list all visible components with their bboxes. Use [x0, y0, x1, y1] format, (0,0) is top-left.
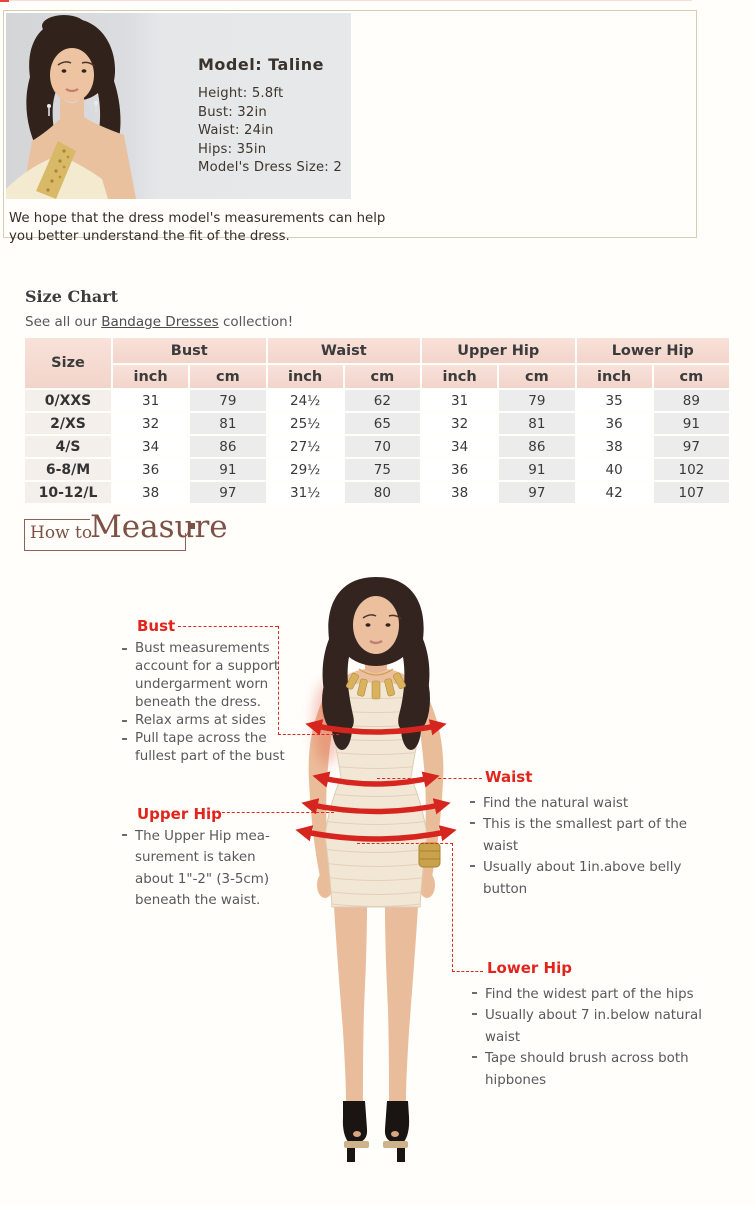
- table-cell: 42: [577, 482, 652, 503]
- table-cell: 65: [345, 413, 420, 434]
- table-row: [25, 390, 729, 411]
- lower-hip-tips-list: [471, 984, 702, 1091]
- lower-hip-connector-h2: [452, 971, 483, 972]
- table-row: [25, 459, 729, 480]
- upper-hip-connector: [207, 812, 334, 813]
- waist-connector: [377, 778, 482, 779]
- unit-header-inch: inch: [268, 365, 343, 388]
- table-cell: 24½: [268, 390, 343, 411]
- model-stat-bust: Bust: 32in: [198, 104, 267, 120]
- table-cell: 97: [654, 436, 729, 457]
- list-item: Pull tape across the fullest part of the bust: [121, 730, 285, 766]
- row-size-label: 4/S: [25, 436, 111, 457]
- model-caption: We hope that the dress model's measurements can help you better understand the fit of the dress.: [9, 211, 386, 244]
- table-cell: 38: [113, 482, 188, 503]
- row-size-label: 0/XXS: [25, 390, 111, 411]
- table-cell: 25½: [268, 413, 343, 434]
- table-cell: 36: [113, 459, 188, 480]
- table-cell: 86: [499, 436, 574, 457]
- table-cell: 79: [190, 390, 265, 411]
- lower-hip-connector-v: [452, 843, 453, 972]
- table-cell: 34: [113, 436, 188, 457]
- list-item: Find the widest part of the hips: [471, 984, 702, 1005]
- measuring-model-figure: [287, 573, 465, 1167]
- table-cell: 97: [190, 482, 265, 503]
- bullet-marker: [470, 822, 475, 824]
- table-cell: 91: [190, 459, 265, 480]
- bullet-marker: [122, 834, 127, 836]
- table-cell: 31: [422, 390, 497, 411]
- bust-connector-h2: [278, 734, 339, 735]
- bullet-marker: [122, 720, 127, 722]
- unit-header-cm: cm: [345, 365, 420, 388]
- bullet-marker: [122, 648, 127, 650]
- top-accent-line: [0, 0, 692, 1]
- table-cell: 32: [113, 413, 188, 434]
- bullet-marker: [472, 1013, 477, 1015]
- collection-link-line: See all our Bandage Dresses collection!: [25, 314, 294, 330]
- table-cell: 91: [654, 413, 729, 434]
- table-row: [25, 436, 729, 457]
- table-cell: 75: [345, 459, 420, 480]
- col-header-waist: Waist: [268, 338, 421, 363]
- top-accent-mark: [0, 0, 9, 2]
- list-item: Find the natural waist: [469, 793, 687, 814]
- table-cell: 89: [654, 390, 729, 411]
- bullet-marker: [472, 1056, 477, 1058]
- table-cell: 86: [190, 436, 265, 457]
- table-cell: 38: [577, 436, 652, 457]
- col-header-size: Size: [25, 338, 111, 388]
- table-cell: 35: [577, 390, 652, 411]
- row-size-label: 2/XS: [25, 413, 111, 434]
- bust-tips-list: [121, 640, 285, 766]
- table-cell: 102: [654, 459, 729, 480]
- bullet-marker: [470, 801, 475, 803]
- table-cell: 107: [654, 482, 729, 503]
- model-name: Model: Taline: [198, 55, 325, 74]
- size-chart-table: [23, 336, 731, 505]
- table-cell: 32: [422, 413, 497, 434]
- how-to-measure-heading: How to Measure: [24, 515, 224, 557]
- row-size-label: 6-8/M: [25, 459, 111, 480]
- table-cell: 62: [345, 390, 420, 411]
- table-cell: 80: [345, 482, 420, 503]
- model-stats: [198, 85, 342, 178]
- upper-hip-tips-list: [121, 826, 270, 912]
- bullet-marker: [122, 738, 127, 740]
- waist-tips-list: [469, 793, 687, 900]
- model-stat-height: Height: 5.8ft: [198, 86, 284, 101]
- unit-header-inch: inch: [113, 365, 188, 388]
- model-stat-hips: Hips: 35in: [198, 141, 267, 157]
- list-item: Relax arms at sides: [121, 712, 285, 730]
- row-size-label: 10-12/L: [25, 482, 111, 503]
- table-cell: 40: [577, 459, 652, 480]
- table-cell: 29½: [268, 459, 343, 480]
- table-cell: 79: [499, 390, 574, 411]
- list-item: The Upper Hip mea- surement is taken about 1"-2" (3-5cm) beneath the waist.: [121, 826, 270, 912]
- list-item: Usually about 7 in.below natural waist: [471, 1005, 702, 1048]
- table-row: [25, 482, 729, 503]
- table-cell: 27½: [268, 436, 343, 457]
- unit-header-cm: cm: [654, 365, 729, 388]
- table-cell: 91: [499, 459, 574, 480]
- table-cell: 97: [499, 482, 574, 503]
- size-chart-heading: Size Chart: [25, 287, 119, 306]
- bullet-marker: [470, 865, 475, 867]
- table-cell: 34: [422, 436, 497, 457]
- lower-hip-connector-h1: [357, 843, 453, 844]
- waist-label: Waist: [485, 768, 533, 786]
- table-cell: 31: [113, 390, 188, 411]
- table-cell: 81: [190, 413, 265, 434]
- bullet-marker: [472, 992, 477, 994]
- model-stat-dress-size: Model's Dress Size: 2: [198, 160, 342, 176]
- lower-hip-label: Lower Hip: [487, 959, 572, 977]
- table-cell: 38: [422, 482, 497, 503]
- list-item: Tape should brush across both hipbones: [471, 1048, 702, 1091]
- col-header-bust: Bust: [113, 338, 266, 363]
- col-header-upper-hip: Upper Hip: [422, 338, 575, 363]
- list-item: This is the smallest part of the waist: [469, 814, 687, 857]
- model-stat-waist: Waist: 24in: [198, 123, 274, 139]
- unit-header-inch: inch: [577, 365, 652, 388]
- table-cell: 31½: [268, 482, 343, 503]
- model-info-box: [3, 10, 697, 244]
- table-row: [25, 413, 729, 434]
- bust-label: Bust: [137, 617, 176, 635]
- list-item: Bust measurements account for a support undergarment worn beneath the dress.: [121, 640, 285, 712]
- unit-header-cm: cm: [499, 365, 574, 388]
- table-cell: 36: [577, 413, 652, 434]
- list-item: Usually about 1in.above belly button: [469, 857, 687, 900]
- table-cell: 70: [345, 436, 420, 457]
- unit-header-cm: cm: [190, 365, 265, 388]
- col-header-lower-hip: Lower Hip: [577, 338, 730, 363]
- bandage-dresses-link[interactable]: Bandage Dresses: [101, 314, 219, 330]
- bust-connector-h1: [178, 626, 278, 627]
- unit-header-inch: inch: [422, 365, 497, 388]
- upper-hip-label: Upper Hip: [137, 805, 222, 823]
- table-cell: 36: [422, 459, 497, 480]
- table-cell: 81: [499, 413, 574, 434]
